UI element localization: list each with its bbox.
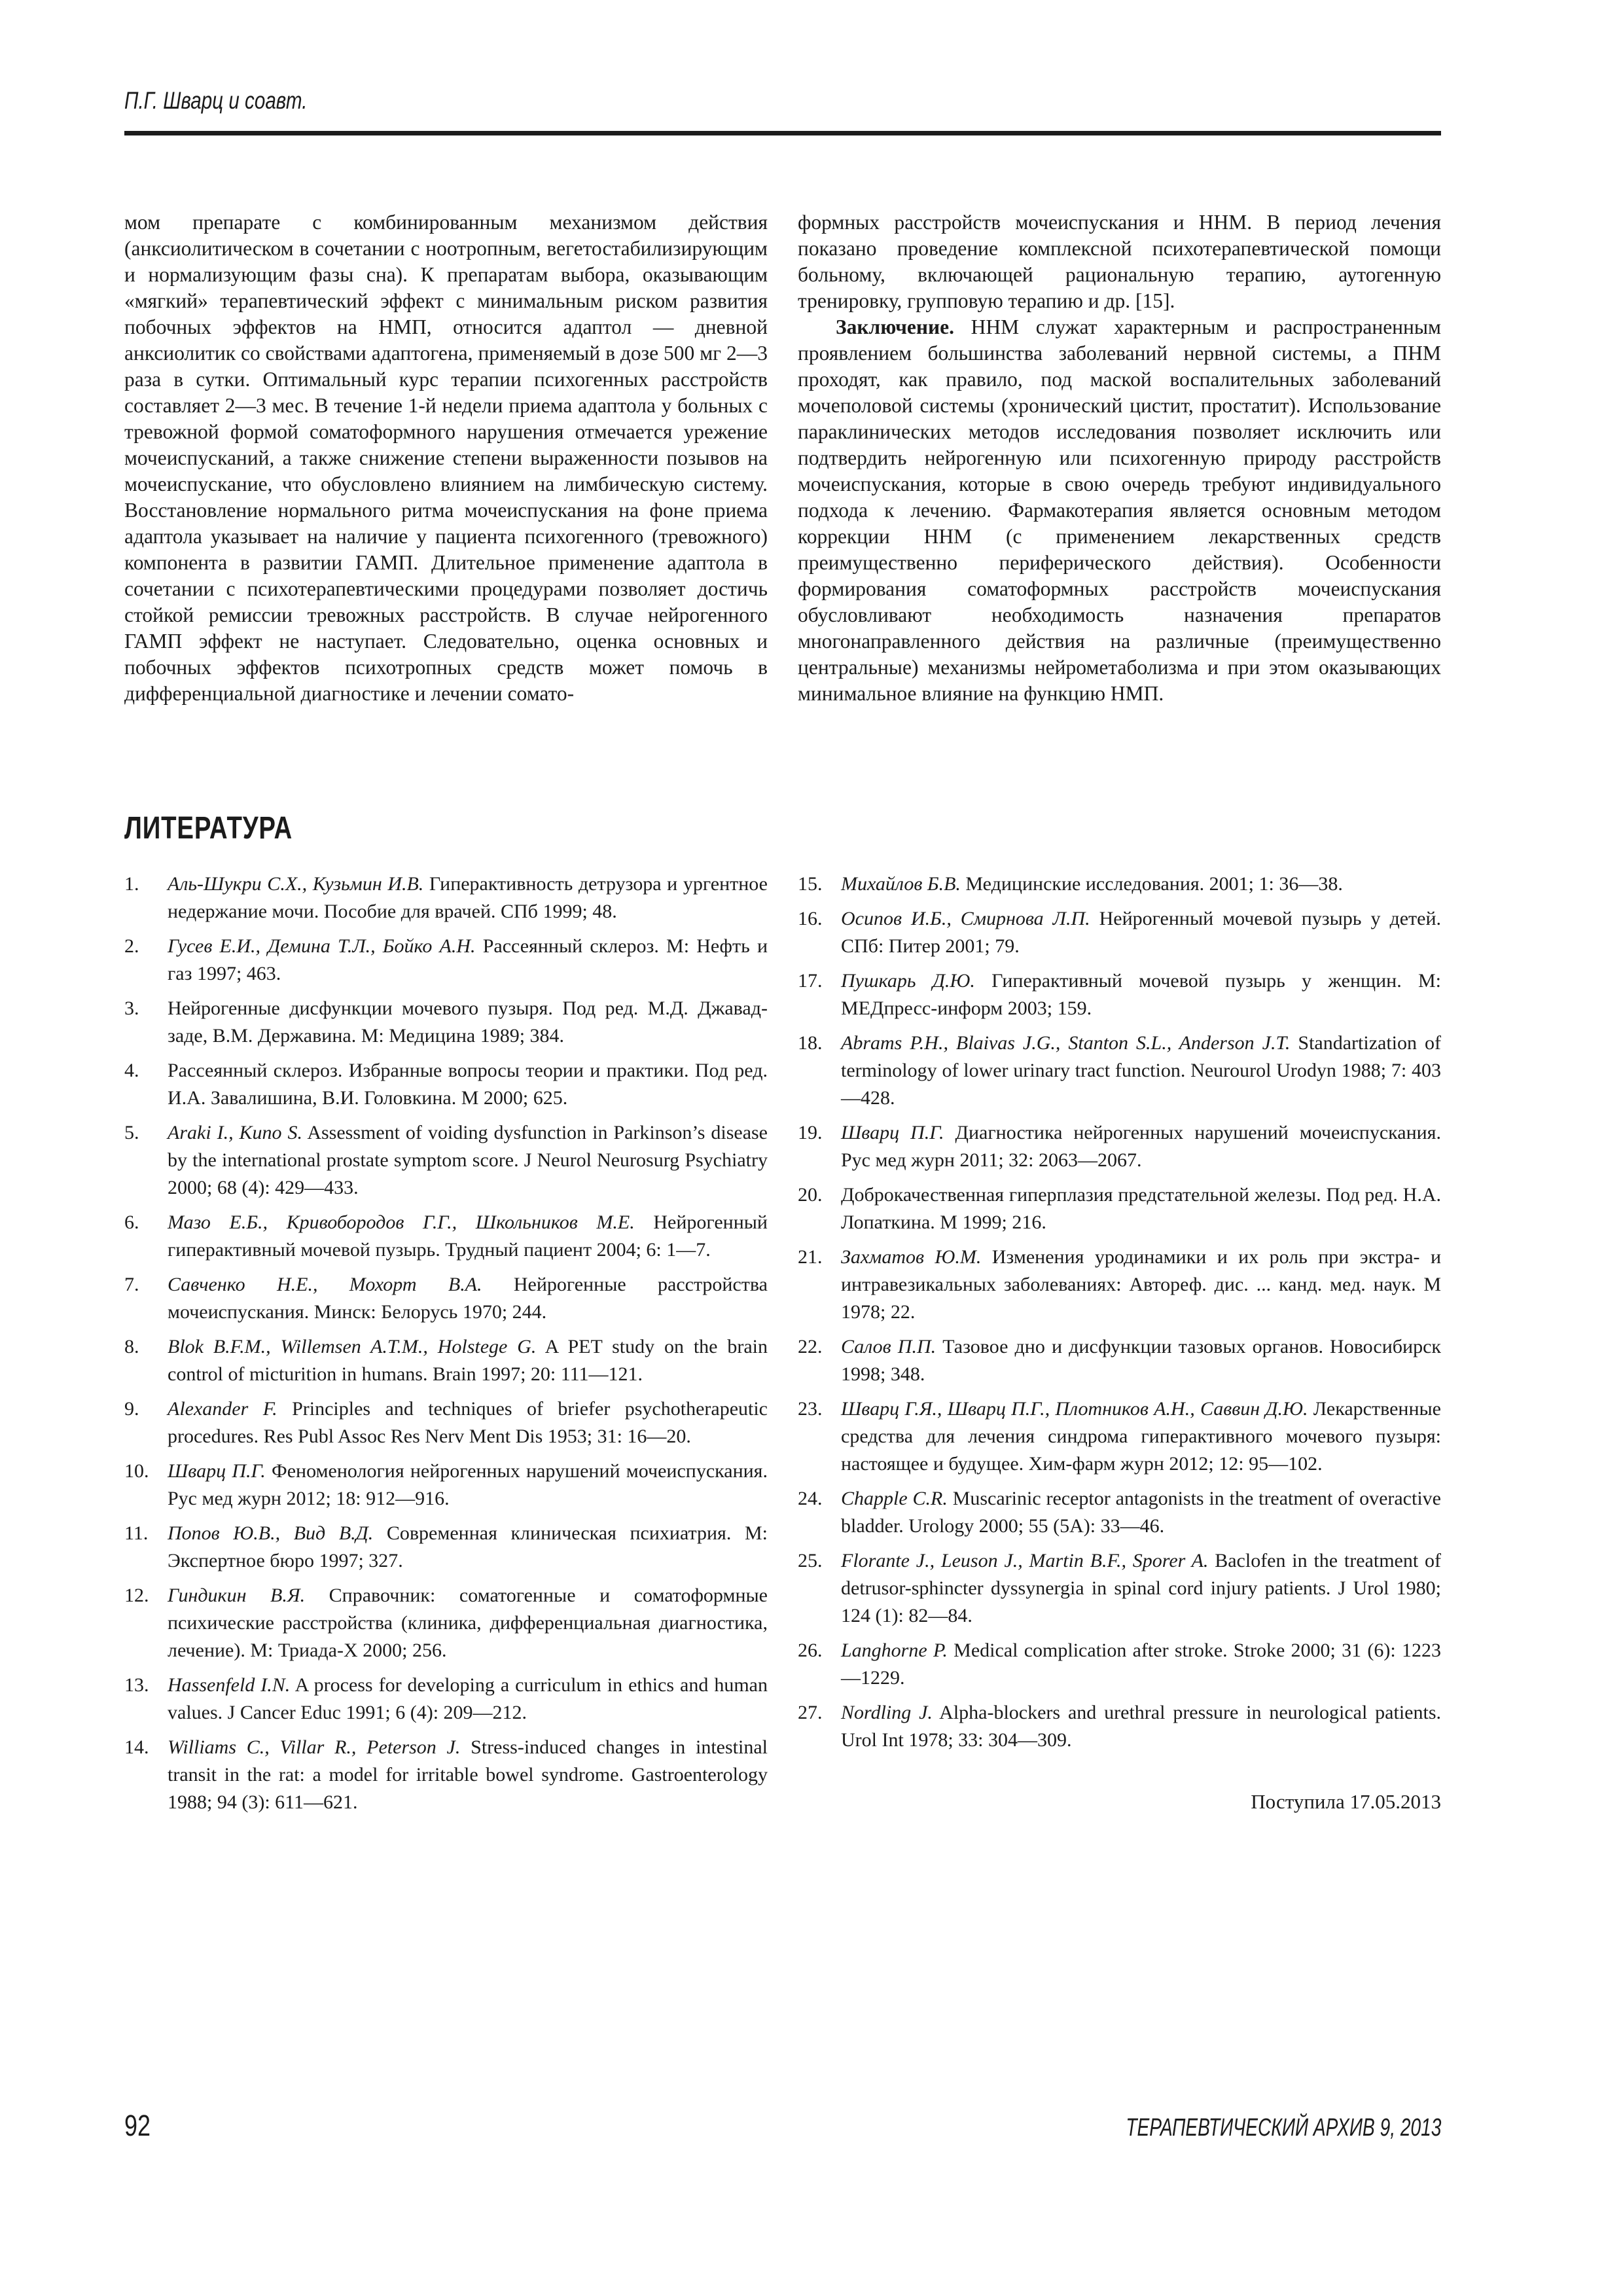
reference-number: 1. bbox=[124, 873, 139, 895]
reference-text: Современная клиническая психиатрия. М: Экспертное бюро 1997; 327. bbox=[168, 1522, 768, 1571]
header-rule bbox=[124, 131, 1441, 135]
reference-authors: Гусев Е.И., Демина Т.Л., Бойко А.Н. bbox=[168, 935, 476, 957]
reference-number: 10. bbox=[124, 1460, 149, 1482]
reference-text: Рассеянный склероз. М: Нефть и газ 1997; 463. bbox=[168, 935, 768, 984]
reference-text: Muscarinic receptor antagonists in the treatment of overactive bladder. Urology 2000; 55 (5A): 33—46. bbox=[841, 1488, 1441, 1537]
reference-list-right bbox=[798, 870, 1441, 1754]
reference-number: 25. bbox=[798, 1550, 823, 1571]
reference-authors: Chapple C.R. bbox=[841, 1488, 948, 1509]
reference-item bbox=[798, 1637, 1441, 1692]
reference-number: 5. bbox=[124, 1122, 139, 1143]
reference-authors: Nordling J. bbox=[841, 1702, 933, 1723]
paragraph-continuation-right: формных расстройств мочеиспускания и ННМ. В период лечения показано проведение комплексной психотерапевтической помощи больному, включающей рациональную терапию, аутогенную тренировку, групповую терапию и др. [15]. bbox=[798, 211, 1441, 312]
reference-number: 17. bbox=[798, 970, 823, 992]
body-column-left bbox=[124, 209, 768, 707]
reference-authors: Осипов И.Б., Смирнова Л.П. bbox=[841, 908, 1090, 929]
reference-item bbox=[798, 905, 1441, 960]
reference-number: 9. bbox=[124, 1398, 139, 1420]
reference-number: 14. bbox=[124, 1736, 149, 1758]
reference-item bbox=[124, 933, 768, 988]
reference-item bbox=[798, 1181, 1441, 1236]
reference-authors: Попов Ю.В., Вид В.Д. bbox=[168, 1522, 374, 1544]
conclusion-paragraph bbox=[798, 314, 1441, 707]
reference-item bbox=[798, 1119, 1441, 1174]
reference-authors: Langhorne P. bbox=[841, 1640, 948, 1661]
reference-authors: Blok B.F.M., Willemsen A.T.M., Holstege G. bbox=[168, 1336, 537, 1357]
reference-item bbox=[124, 1672, 768, 1727]
reference-text: Нейрогенный гиперактивный мочевой пузырь. Трудный пациент 2004; 6: 1—7. bbox=[168, 1211, 768, 1261]
reference-text: Нейрогенные дисфункции мочевого пузыря. Под ред. М.Д. Джавад-заде, В.М. Державина. М: Медицина 1989; 384. bbox=[168, 997, 768, 1047]
reference-text: Principles and techniques of briefer psychotherapeutic procedures. Res Publ Assoc Res Nerv Ment Dis 1953; 31: 16—20. bbox=[168, 1398, 768, 1447]
reference-item bbox=[124, 1582, 768, 1664]
reference-text: Alpha-blockers and urethral pressure in neurological patients. Urol Int 1978; 33: 304—309. bbox=[841, 1702, 1441, 1751]
reference-authors: Мазо Е.Б., Кривобородов Г.Г., Школьников М.Е. bbox=[168, 1211, 635, 1233]
reference-number: 16. bbox=[798, 908, 823, 929]
reference-authors: Михайлов Б.В. bbox=[841, 873, 961, 895]
reference-item bbox=[124, 1734, 768, 1816]
reference-authors: Alexander F. bbox=[168, 1398, 277, 1420]
reference-item bbox=[798, 870, 1441, 898]
reference-text: A process for developing a curriculum in ethics and human values. J Cancer Educ 1991; 6 (4): 209—212. bbox=[168, 1674, 768, 1723]
reference-item bbox=[124, 1333, 768, 1388]
paragraph-continuation-left: мом препарате с комбинированным механизмом действия (анксиолитическом в сочетании с ноотропным, вегетостабилизирующим и нормализующим фазы сна). К препаратам выбора, оказывающим «мягкий» терапевтический эффект с минимальным риском развития побочных эффектов на НМП, относится адаптол — дневной анксиолитик со свойствами адаптогена, применяемый в дозе 500 мг 2—3 раза в сутки. Оптимальный курс терапии психогенных расстройств составляет 2—3 мес. В течение 1-й недели приема адаптола у больных с тревожной формой соматоформного нарушения отмечается урежение мочеиспусканий, а также снижение степени выраженности позывов на мочеиспускание, что обусловлено влиянием на лимбическую систему. Восстановление нормального ритма мочеиспускания на фоне приема адаптола указывает на наличие у пациента психогенного (тревожного) компонента в развитии ГАМП. Длительное применение адаптола в сочетании с психотерапевтическими процедурами позволяет достичь стойкой ремиссии тревожных расстройств. В случае нейрогенного ГАМП эффект не наступает. Следовательно, оценка основных и побочных эффектов психотропных средств может помочь в дифференциальной диагностике и лечении сомато- bbox=[124, 211, 768, 705]
article-body bbox=[124, 209, 1441, 707]
reference-number: 12. bbox=[124, 1585, 149, 1606]
reference-item bbox=[124, 1119, 768, 1202]
running-head bbox=[124, 87, 353, 115]
reference-number: 27. bbox=[798, 1702, 823, 1723]
reference-number: 6. bbox=[124, 1211, 139, 1233]
reference-item bbox=[798, 1244, 1441, 1326]
reference-authors: Abrams P.H., Blaivas J.G., Stanton S.L., Anderson J.T. bbox=[841, 1032, 1291, 1054]
reference-number: 23. bbox=[798, 1398, 823, 1420]
reference-number: 19. bbox=[798, 1122, 823, 1143]
reference-text: Доброкачественная гиперплазия предстательной железы. Под ред. Н.А. Лопаткина. М 1999; 216. bbox=[841, 1184, 1441, 1233]
reference-number: 20. bbox=[798, 1184, 823, 1206]
reference-number: 22. bbox=[798, 1336, 823, 1357]
reference-text: Stress-induced changes in intestinal transit in the rat: a model for irritable bowel syndrome. Gastroenterology 1988; 94 (3): 611—621. bbox=[168, 1736, 768, 1813]
reference-item bbox=[124, 870, 768, 925]
reference-text: Справочник: соматогенные и соматоформные психические расстройства (клиника, дифференциальная диагностика, лечение). М: Триада-Х 2000; 256. bbox=[168, 1585, 768, 1661]
reference-item bbox=[124, 995, 768, 1050]
reference-authors: Araki I., Kuno S. bbox=[168, 1122, 303, 1143]
conclusion-text: ННМ служат характерным и распространенным проявлением большинства заболеваний нервной системы, а ПНМ проходят, как правило, под маской воспалительных заболеваний мочеполовой системы (хронический цистит, простатит). Использование параклинических методов исследования позволяет исключить или подтвердить нейрогенную или психогенную природу расстройств мочеиспускания, которые в свою очередь требуют индивидуального подхода к лечению. Фармакотерапия является основным методом коррекции ННМ (с применением лекарственных средств преимущественно периферического действия). Особенности формирования соматоформных расстройств мочеиспускания обусловливают необходимость назначения препаратов многонаправленного действия на различные (преимущественно центральные) механизмы нейрометаболизма и при этом оказывающих минимальное влияние на функцию НМП. bbox=[798, 315, 1441, 705]
reference-item bbox=[798, 1699, 1441, 1754]
reference-number: 8. bbox=[124, 1336, 139, 1357]
reference-text: Медицинские исследования. 2001; 1: 36—38. bbox=[960, 873, 1343, 895]
reference-text: Baclofen in the treatment of detrusor-sphincter dyssynergia in spinal cord injury patients. J Urol 1980; 124 (1): 82—84. bbox=[841, 1550, 1441, 1626]
running-head-authors: П.Г. Шварц и соавт. bbox=[124, 87, 308, 114]
reference-number: 13. bbox=[124, 1674, 149, 1696]
literature-heading: ЛИТЕРАТУРА bbox=[124, 811, 293, 846]
reference-column-right bbox=[798, 870, 1441, 1823]
page-footer bbox=[124, 2109, 1441, 2143]
reference-item bbox=[798, 1395, 1441, 1478]
reference-number: 18. bbox=[798, 1032, 823, 1054]
body-column-right bbox=[798, 209, 1441, 707]
reference-item bbox=[124, 1395, 768, 1450]
reference-item bbox=[798, 1030, 1441, 1112]
reference-item bbox=[124, 1271, 768, 1326]
reference-authors: Hassenfeld I.N. bbox=[168, 1674, 291, 1696]
reference-item bbox=[798, 1485, 1441, 1540]
reference-authors: Салов П.П. bbox=[841, 1336, 936, 1357]
reference-number: 4. bbox=[124, 1060, 139, 1081]
reference-number: 15. bbox=[798, 873, 823, 895]
received-date: Поступила 17.05.2013 bbox=[1251, 1790, 1441, 1813]
reference-authors: Florante J., Leuson J., Martin B.F., Sporer A. bbox=[841, 1550, 1209, 1571]
reference-number: 24. bbox=[798, 1488, 823, 1509]
reference-text: Диагностика нейрогенных нарушений мочеиспускания. Рус мед журн 2011; 32: 2063—2067. bbox=[841, 1122, 1441, 1171]
reference-item bbox=[798, 1333, 1441, 1388]
reference-number: 2. bbox=[124, 935, 139, 957]
reference-text: A PET study on the brain control of micturition in humans. Brain 1997; 20: 111—121. bbox=[168, 1336, 768, 1385]
reference-text: Рассеянный склероз. Избранные вопросы теории и практики. Под ред. И.А. Завалишина, В.И. Головкина. М 2000; 625. bbox=[168, 1060, 768, 1109]
reference-authors: Пушкарь Д.Ю. bbox=[841, 970, 975, 992]
reference-text: Гиперактивный мочевой пузырь у женщин. М: МЕДпресс-информ 2003; 159. bbox=[841, 970, 1441, 1019]
reference-item bbox=[124, 1057, 768, 1112]
reference-authors: Williams C., Villar R., Peterson J. bbox=[168, 1736, 461, 1758]
reference-authors: Аль-Шукри С.Х., Кузьмин И.В. bbox=[168, 873, 424, 895]
reference-number: 21. bbox=[798, 1246, 823, 1268]
reference-authors: Захматов Ю.М. bbox=[841, 1246, 982, 1268]
reference-text: Феноменология нейрогенных нарушений мочеиспускания. Рус мед журн 2012; 18: 912—916. bbox=[168, 1460, 768, 1509]
reference-text: Standartization of terminology of lower urinary tract function. Neurourol Urodyn 1988; 7: 403—428. bbox=[841, 1032, 1441, 1109]
reference-text: Изменения уродинамики и их роль при экстра- и интравезикальных заболеваниях: Автореф. дис. ... канд. мед. наук. М 1978; 22. bbox=[841, 1246, 1441, 1323]
reference-number: 11. bbox=[124, 1522, 149, 1544]
reference-authors: Шварц Г.Я., Шварц П.Г., Плотников А.Н., Саввин Д.Ю. bbox=[841, 1398, 1308, 1420]
reference-item bbox=[124, 1520, 768, 1575]
conclusion-label: Заключение. bbox=[836, 315, 954, 338]
page-number: 92 bbox=[124, 2109, 151, 2142]
reference-text: Тазовое дно и дисфункции тазовых органов. Новосибирск 1998; 348. bbox=[841, 1336, 1441, 1385]
reference-item bbox=[124, 1209, 768, 1264]
reference-item bbox=[798, 967, 1441, 1022]
reference-authors: Савченко Н.Е., Мохорт В.А. bbox=[168, 1274, 482, 1295]
reference-list-left bbox=[124, 870, 768, 1816]
reference-number: 3. bbox=[124, 997, 139, 1019]
reference-authors: Шварц П.Г. bbox=[841, 1122, 944, 1143]
reference-text: Гиперактивность детрузора и ургентное недержание мочи. Пособие для врачей. СПб 1999; 48. bbox=[168, 873, 768, 922]
reference-item bbox=[798, 1547, 1441, 1630]
reference-authors: Шварц П.Г. bbox=[168, 1460, 266, 1482]
reference-text: Нейрогенные расстройства мочеиспускания. Минск: Белорусь 1970; 244. bbox=[168, 1274, 768, 1323]
reference-item bbox=[124, 1458, 768, 1513]
reference-text: Лекарственные средства для лечения синдрома гиперактивного мочевого пузыря: настоящее и будущее. Хим-фарм журн 2012; 12: 95—102. bbox=[841, 1398, 1441, 1475]
reference-text: Medical complication after stroke. Stroke 2000; 31 (6): 1223—1229. bbox=[841, 1640, 1441, 1689]
reference-number: 7. bbox=[124, 1274, 139, 1295]
journal-name: ТЕРАПЕВТИЧЕСКИЙ АРХИВ 9, 2013 bbox=[1125, 2114, 1441, 2142]
reference-number: 26. bbox=[798, 1640, 823, 1661]
literature-section bbox=[124, 870, 1441, 1823]
reference-column-left bbox=[124, 870, 768, 1823]
reference-authors: Гиндикин В.Я. bbox=[168, 1585, 306, 1606]
reference-text: Нейрогенный мочевой пузырь у детей. СПб: Питер 2001; 79. bbox=[841, 908, 1441, 957]
reference-text: Assessment of voiding dysfunction in Parkinson’s disease by the international prostate symptom score. J Neurol Neurosurg Psychiatry 2000; 68 (4): 429—433. bbox=[168, 1122, 768, 1198]
